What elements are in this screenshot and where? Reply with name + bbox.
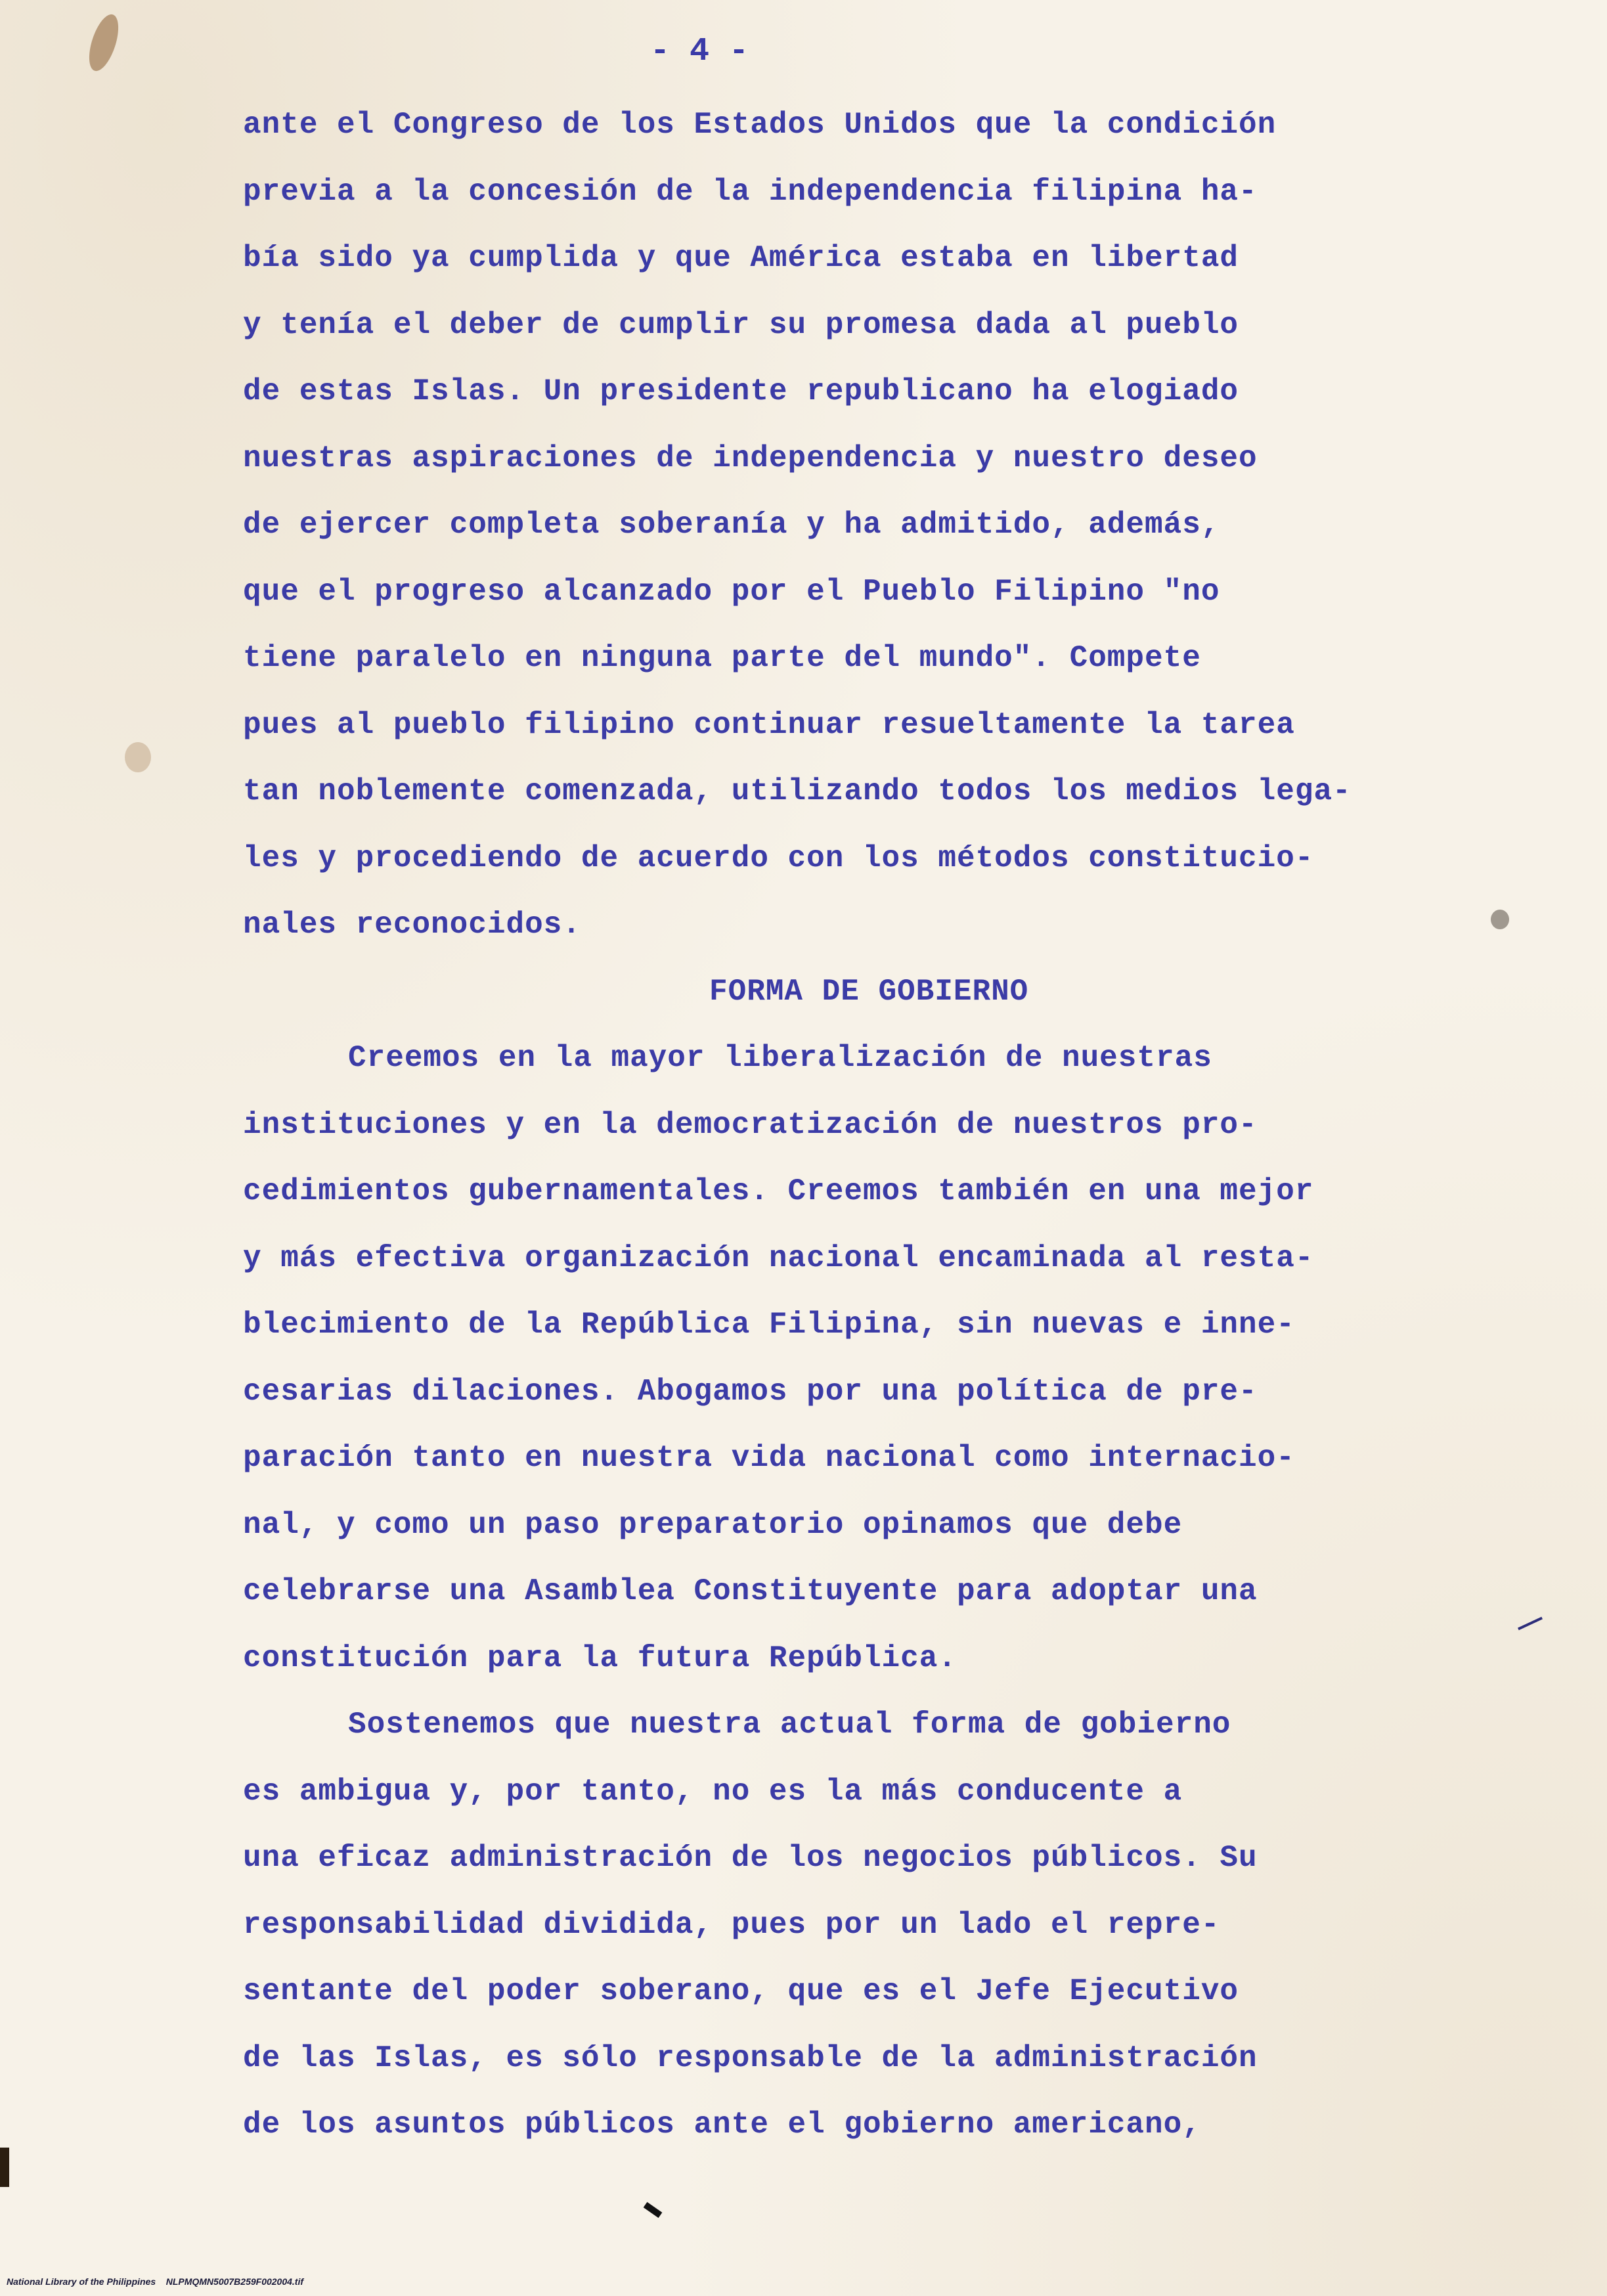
text-line: cedimientos gubernamentales. Creemos también en una mejor <box>243 1174 1314 1208</box>
text-line: ante el Congreso de los Estados Unidos que la condición <box>243 108 1277 142</box>
pen-mark <box>644 2202 663 2218</box>
pen-mark <box>1518 1617 1543 1631</box>
text-line: y más efectiva organización nacional encaminada al resta- <box>243 1241 1314 1275</box>
text-line: instituciones y en la democratización de nuestros pro- <box>243 1107 1258 1142</box>
ink-stain <box>83 11 124 75</box>
text-line: tan noblemente comenzada, utilizando todos los medios lega- <box>243 774 1352 808</box>
text-line: de ejercer completa soberanía y ha admitido, además, <box>243 508 1220 542</box>
text-line: previa a la concesión de la independencia filipina ha- <box>243 174 1258 209</box>
text-line: que el progreso alcanzado por el Pueblo Filipino "no <box>243 574 1220 609</box>
text-line: nuestras aspiraciones de independencia y nuestro deseo <box>243 441 1258 475</box>
text-line: nal, y como un paso preparatorio opinamos que debe <box>243 1507 1183 1542</box>
text-line: nales reconocidos. <box>243 908 581 942</box>
text-line: es ambigua y, por tanto, no es la más conducente a <box>243 1774 1183 1809</box>
footer-library: National Library of the Philippines <box>7 2276 156 2287</box>
text-line: una eficaz administración de los negocios públicos. Su <box>243 1841 1258 1875</box>
text-line: pues al pueblo filipino continuar resueltamente la tarea <box>243 707 1295 742</box>
text-line: Creemos en la mayor liberalización de nuestras <box>348 1041 1212 1075</box>
text-line: paración tanto en nuestra vida nacional como internacio- <box>243 1441 1295 1475</box>
text-line: sentante del poder soberano, que es el Jefe Ejecutivo <box>243 1974 1239 2008</box>
text-line: constitución para la futura República. <box>243 1641 957 1675</box>
typed-body <box>243 92 1478 2159</box>
text-line: de estas Islas. Un presidente republicano ha elogiado <box>243 374 1239 408</box>
text-line: blecimiento de la República Filipina, sin nuevas e inne- <box>243 1308 1295 1342</box>
text-line: responsabilidad dividida, pues por un lado el repre- <box>243 1907 1220 1942</box>
text-line: y tenía el deber de cumplir su promesa dada al pueblo <box>243 307 1239 342</box>
paper-stain <box>125 742 151 772</box>
text-line: celebrarse una Asamblea Constituyente para adoptar una <box>243 1574 1258 1608</box>
text-line: bía sido ya cumplida y que América estaba en libertad <box>243 241 1239 275</box>
text-line: de las Islas, es sólo responsable de la administración <box>243 2041 1258 2075</box>
text-line: de los asuntos públicos ante el gobierno americano, <box>243 2108 1201 2142</box>
footer-file-id: NLPMQMN5007B259F002004.tif <box>165 2276 304 2287</box>
text-line: les y procediendo de acuerdo con los métodos constitucio- <box>243 841 1314 875</box>
text-line: tiene paralelo en ninguna parte del mundo". Compete <box>243 641 1201 675</box>
text-line: Sostenemos que nuestra actual forma de gobierno <box>348 1708 1231 1742</box>
page-number: - 4 - <box>650 33 749 70</box>
section-heading: FORMA DE GOBIERNO <box>709 974 1029 1009</box>
edge-mark <box>0 2148 9 2187</box>
paper-stain <box>1491 910 1509 929</box>
text-line: cesarias dilaciones. Abogamos por una política de pre- <box>243 1374 1258 1409</box>
scan-footer <box>7 2276 303 2287</box>
